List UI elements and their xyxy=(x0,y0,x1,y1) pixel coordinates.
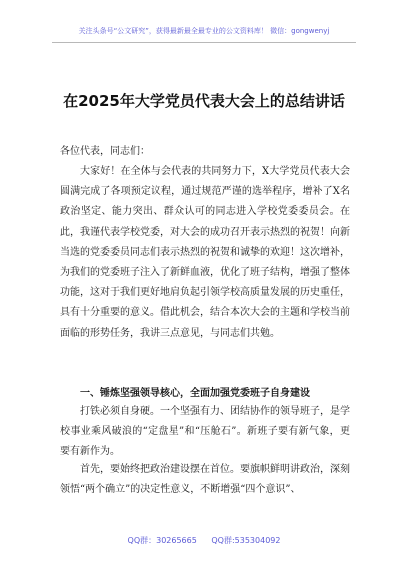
footer-contact xyxy=(0,535,408,546)
paragraph-opening: 大家好！在全体与会代表的共同努力下，X大学党员代表大会圆满完成了各项预定议程，通过规范严谨的选举程序，增补了X名政治坚定、能力突出、群众认可的同志进入学校党委委员会。在此，我谨代表学校党委，对大会的成功召开表示热烈的祝贺！向新当选的党委委员同志们表示热烈的祝贺和诚挚的欢迎！这次增补，为我们的党委班子注入了新鲜血液，优化了班子结构，增强了整体功能，这对于我们更好地肩负起引领学校高质量发展的历史重任，具有十分重要的意义。借此机会，结合本次大会的主题和学校当前面临的形势任务，我讲三点意见，与同志们共勉。 xyxy=(60,166,350,339)
section-heading-1: 一、锤炼坚强领导核心，全面加强党委班子自身建设 xyxy=(80,388,310,399)
footer-qq-group-2: QQ群:535304092 xyxy=(211,536,281,545)
document-title: 在2025年大学党员代表大会上的总结讲话 xyxy=(63,92,345,110)
paragraph-section-1-intro: 打铁必须自身硬。一个坚强有力、团结协作的领导班子，是学校事业乘风破浪的“定盘星”和“压舱石”。新班子要有新气象，更要有新作为。 xyxy=(60,406,350,458)
salutation: 各位代表，同志们： xyxy=(60,146,150,157)
paragraph-section-1-first-point: 首先，要始终把政治建设摆在首位。要旗帜鲜明讲政治，深刻领悟“两个确立”的决定性意义，不断增强“四个意识”、 xyxy=(60,464,350,496)
header-divider xyxy=(52,42,356,43)
header-note: 关注头条号“公文研究”，获得最新最全最专业的公文资料库！ 微信：gongwenyj xyxy=(78,27,330,35)
footer-qq-group-1: QQ群：30265665 xyxy=(127,536,197,545)
